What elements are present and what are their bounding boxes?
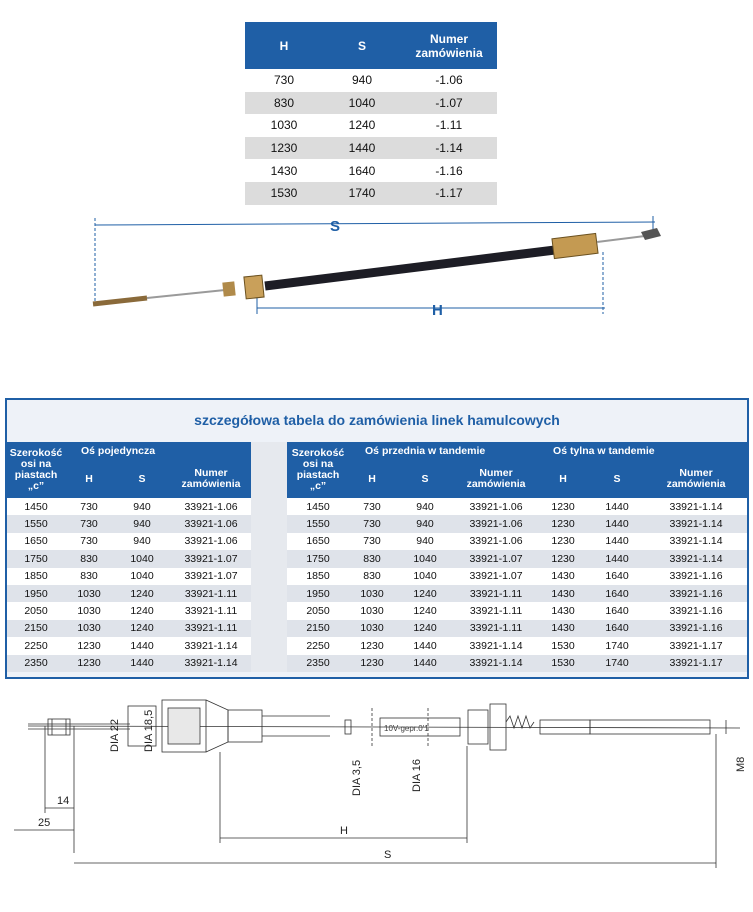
order-table-panel [5, 398, 749, 679]
cell-front-order: 33921-1.14 [455, 637, 537, 654]
cell-single-h: 1230 [65, 655, 113, 672]
cell-rear-s: 1740 [589, 637, 645, 654]
sub-h-1: H [65, 460, 113, 498]
dim-h-label: H [340, 825, 348, 837]
cell-axle-width: 1950 [7, 585, 65, 602]
cell-h: 730 [245, 69, 323, 92]
order-row [7, 620, 747, 637]
table-gap-cell [251, 550, 287, 567]
szerokosc-header [7, 442, 65, 498]
szer2-line4: „c” [309, 480, 327, 492]
dimension-row [245, 114, 497, 137]
dimension-row [245, 159, 497, 182]
cell-rear-order: 33921-1.16 [645, 602, 747, 619]
cell-h: 1030 [245, 114, 323, 137]
cell-front-h: 1230 [349, 637, 395, 654]
order-table-body [7, 498, 747, 672]
inner-wire-left [147, 290, 225, 298]
sub-s-1: S [113, 460, 171, 498]
numer2-l1: Numer [479, 467, 513, 479]
sub-numer-3 [645, 460, 747, 498]
wire-end-clip [641, 228, 661, 240]
cell-axle-width: 2350 [7, 655, 65, 672]
dim-25-label: 25 [38, 817, 51, 829]
s-dimension-line [95, 222, 655, 225]
cell-front-axle-width: 1550 [287, 515, 349, 532]
cell-rear-order: 33921-1.14 [645, 550, 747, 567]
cell-h: 1430 [245, 159, 323, 182]
cell-front-h: 1030 [349, 602, 395, 619]
dia185-label: DIA 18,5 [143, 709, 155, 752]
cell-h: 830 [245, 92, 323, 115]
header-h: H [245, 22, 323, 69]
housing-taper [206, 700, 228, 752]
cell-axle-width: 1550 [7, 515, 65, 532]
cell-rear-s: 1640 [589, 585, 645, 602]
table-gap-cell [251, 568, 287, 585]
cell-single-h: 730 [65, 515, 113, 532]
group-rear-tandem: Oś tylna w tandemie [537, 442, 747, 460]
technical-drawing [0, 688, 753, 907]
dim-s-label: S [384, 849, 392, 861]
cell-single-h: 1030 [65, 585, 113, 602]
cell-rear-order: 33921-1.14 [645, 498, 747, 515]
cell-rear-order: 33921-1.16 [645, 620, 747, 637]
cell-front-axle-width: 1950 [287, 585, 349, 602]
left-fitting [222, 281, 235, 296]
cell-rear-h: 1430 [537, 602, 589, 619]
m8-label: M8 [735, 756, 747, 772]
order-table [7, 442, 747, 672]
cell-order-number: -1.06 [401, 69, 497, 92]
cell-single-order: 33921-1.06 [171, 515, 251, 532]
cell-single-order: 33921-1.11 [171, 602, 251, 619]
table-gap-cell [251, 515, 287, 532]
table-gap-cell [251, 620, 287, 637]
dimension-row [245, 137, 497, 160]
cell-front-s: 1040 [395, 568, 455, 585]
order-row [7, 498, 747, 515]
end-rod [540, 720, 590, 734]
sub-h-2: H [349, 460, 395, 498]
cell-single-h: 830 [65, 550, 113, 567]
dimension-row [245, 92, 497, 115]
group-front-tandem: Oś przednia w tandemie [349, 442, 537, 460]
end-sleeve [552, 233, 598, 258]
cell-front-s: 1040 [395, 550, 455, 567]
cell-rear-s: 1440 [589, 498, 645, 515]
cell-order-number: -1.14 [401, 137, 497, 160]
cell-rear-s: 1740 [589, 655, 645, 672]
cell-front-h: 1030 [349, 585, 395, 602]
cell-single-s: 1040 [113, 568, 171, 585]
cell-front-h: 1030 [349, 620, 395, 637]
cell-rear-order: 33921-1.16 [645, 585, 747, 602]
cell-front-order: 33921-1.06 [455, 533, 537, 550]
szer-line3: piastach [14, 469, 58, 481]
sleeve-marking: 10V-gepr.0'1 [384, 724, 429, 733]
table-gap-cell [251, 498, 287, 515]
cell-single-order: 33921-1.11 [171, 585, 251, 602]
cell-front-order: 33921-1.06 [455, 498, 537, 515]
cell-rear-order: 33921-1.17 [645, 637, 747, 654]
cable-illustration-svg [85, 210, 675, 330]
numer2-l2: zamówienia [466, 478, 526, 490]
cell-front-axle-width: 1750 [287, 550, 349, 567]
cell-s: 1240 [323, 114, 401, 137]
cell-front-h: 730 [349, 498, 395, 515]
cell-rear-h: 1230 [537, 498, 589, 515]
order-row [7, 550, 747, 567]
cell-front-order: 33921-1.14 [455, 655, 537, 672]
cell-axle-width: 2150 [7, 620, 65, 637]
cell-single-s: 1240 [113, 620, 171, 637]
cable-illustration [85, 210, 675, 330]
cell-single-s: 1040 [113, 550, 171, 567]
szerokosc-header-2 [287, 442, 349, 498]
szer2-line1: Szerokość [291, 447, 345, 459]
cell-front-h: 1230 [349, 655, 395, 672]
cell-single-order: 33921-1.07 [171, 568, 251, 585]
order-row [7, 602, 747, 619]
cell-single-s: 1440 [113, 655, 171, 672]
cell-front-h: 730 [349, 533, 395, 550]
cell-front-axle-width: 2350 [287, 655, 349, 672]
cell-front-h: 830 [349, 568, 395, 585]
cell-front-order: 33921-1.07 [455, 568, 537, 585]
dimension-table [245, 22, 497, 205]
dia16-label: DIA 16 [411, 758, 423, 792]
szer-line1: Szerokość [9, 447, 63, 459]
cell-rear-s: 1640 [589, 620, 645, 637]
cell-single-s: 1440 [113, 637, 171, 654]
cell-front-h: 730 [349, 515, 395, 532]
cell-front-s: 1440 [395, 637, 455, 654]
cell-single-order: 33921-1.07 [171, 550, 251, 567]
cell-single-order: 33921-1.06 [171, 498, 251, 515]
numer3-l1: Numer [679, 467, 713, 479]
order-row [7, 585, 747, 602]
cell-single-s: 1240 [113, 585, 171, 602]
cell-single-h: 1030 [65, 602, 113, 619]
cell-front-order: 33921-1.11 [455, 585, 537, 602]
header-order-number: Numer zamówienia [401, 22, 497, 69]
cell-rear-h: 1230 [537, 515, 589, 532]
cell-rear-order: 33921-1.17 [645, 655, 747, 672]
technical-drawing-svg [0, 688, 753, 907]
cell-front-s: 1240 [395, 620, 455, 637]
table-gap [251, 442, 287, 498]
cell-rear-s: 1440 [589, 533, 645, 550]
dia22-label: DIA 22 [109, 718, 121, 752]
cell-rear-s: 1440 [589, 515, 645, 532]
cell-s: 940 [323, 69, 401, 92]
numer1-l2: zamówienia [181, 478, 241, 490]
table-gap-cell [251, 655, 287, 672]
table-gap-cell [251, 602, 287, 619]
cell-rear-h: 1430 [537, 568, 589, 585]
numer3-l2: zamówienia [666, 478, 726, 490]
housing-neck [228, 710, 262, 742]
threaded-rod [590, 720, 710, 734]
cell-front-axle-width: 1450 [287, 498, 349, 515]
szer-line2: osi na [20, 458, 52, 470]
cell-single-h: 1030 [65, 620, 113, 637]
group-single-axle: Oś pojedyncza [65, 442, 251, 460]
cell-h: 1230 [245, 137, 323, 160]
order-row [7, 655, 747, 672]
cell-s: 1040 [323, 92, 401, 115]
dia35-label: DIA 3,5 [351, 759, 363, 796]
dimension-row [245, 69, 497, 92]
sub-h-3: H [537, 460, 589, 498]
cell-front-s: 1440 [395, 655, 455, 672]
cell-rear-order: 33921-1.14 [645, 533, 747, 550]
cell-axle-width: 1450 [7, 498, 65, 515]
cell-front-axle-width: 1850 [287, 568, 349, 585]
s-label: S [330, 218, 341, 235]
table-gap-cell [251, 533, 287, 550]
header-s: S [323, 22, 401, 69]
spring [506, 716, 534, 728]
szer2-line3: piastach [296, 469, 340, 481]
cell-front-axle-width: 1650 [287, 533, 349, 550]
sub-numer-2 [455, 460, 537, 498]
cell-order-number: -1.07 [401, 92, 497, 115]
dimension-row [245, 182, 497, 205]
inner-wire-right [597, 236, 645, 242]
cell-rear-h: 1230 [537, 533, 589, 550]
cell-rear-h: 1530 [537, 637, 589, 654]
cell-front-order: 33921-1.11 [455, 620, 537, 637]
cell-axle-width: 2050 [7, 602, 65, 619]
h-label: H [432, 302, 443, 319]
cell-single-order: 33921-1.11 [171, 620, 251, 637]
cell-front-s: 940 [395, 498, 455, 515]
cell-single-h: 1230 [65, 637, 113, 654]
cell-single-s: 940 [113, 515, 171, 532]
threaded-end [93, 298, 147, 304]
cell-single-order: 33921-1.14 [171, 655, 251, 672]
hex-nut [244, 275, 264, 299]
cell-single-order: 33921-1.14 [171, 637, 251, 654]
szer-line4: „c” [27, 480, 45, 492]
sub-numer-1 [171, 460, 251, 498]
order-row [7, 533, 747, 550]
cell-front-s: 940 [395, 515, 455, 532]
cell-front-order: 33921-1.11 [455, 602, 537, 619]
cell-s: 1640 [323, 159, 401, 182]
cell-rear-s: 1440 [589, 550, 645, 567]
cell-axle-width: 2250 [7, 637, 65, 654]
cell-front-s: 1240 [395, 602, 455, 619]
szer2-line2: osi na [302, 458, 334, 470]
cell-single-h: 730 [65, 533, 113, 550]
cell-rear-order: 33921-1.16 [645, 568, 747, 585]
cell-single-s: 940 [113, 498, 171, 515]
order-row [7, 568, 747, 585]
cell-rear-h: 1430 [537, 620, 589, 637]
cell-rear-h: 1530 [537, 655, 589, 672]
cell-axle-width: 1850 [7, 568, 65, 585]
cell-axle-width: 1650 [7, 533, 65, 550]
left-end-fitting [48, 719, 70, 735]
cell-single-h: 730 [65, 498, 113, 515]
cell-front-axle-width: 2250 [287, 637, 349, 654]
sub-s-3: S [589, 460, 645, 498]
order-row [7, 637, 747, 654]
cell-single-s: 1240 [113, 602, 171, 619]
cell-rear-s: 1640 [589, 602, 645, 619]
cell-single-s: 940 [113, 533, 171, 550]
cell-rear-s: 1640 [589, 568, 645, 585]
cell-order-number: -1.16 [401, 159, 497, 182]
order-table-title: szczegółowa tabela do zamówienia linek hamulcowych [194, 412, 560, 428]
cell-front-h: 830 [349, 550, 395, 567]
cell-single-order: 33921-1.06 [171, 533, 251, 550]
cell-rear-h: 1430 [537, 585, 589, 602]
numer1-l1: Numer [194, 467, 228, 479]
cell-front-order: 33921-1.07 [455, 550, 537, 567]
table-gap-cell [251, 585, 287, 602]
cell-s: 1440 [323, 137, 401, 160]
cell-axle-width: 1750 [7, 550, 65, 567]
cell-rear-h: 1230 [537, 550, 589, 567]
order-row [7, 515, 747, 532]
cell-front-s: 940 [395, 533, 455, 550]
cell-front-axle-width: 2150 [287, 620, 349, 637]
cell-single-h: 830 [65, 568, 113, 585]
cell-front-order: 33921-1.06 [455, 515, 537, 532]
cell-h: 1530 [245, 182, 323, 205]
cell-front-axle-width: 2050 [287, 602, 349, 619]
table-gap-cell [251, 637, 287, 654]
dim-14-label: 14 [57, 795, 70, 807]
cell-front-s: 1240 [395, 585, 455, 602]
dimension-table-body [245, 69, 497, 205]
cell-order-number: -1.11 [401, 114, 497, 137]
cable-sheath [265, 250, 555, 286]
housing-bore [168, 708, 200, 744]
cell-rear-order: 33921-1.14 [645, 515, 747, 532]
cell-order-number: -1.17 [401, 182, 497, 205]
cell-s: 1740 [323, 182, 401, 205]
sub-s-2: S [395, 460, 455, 498]
